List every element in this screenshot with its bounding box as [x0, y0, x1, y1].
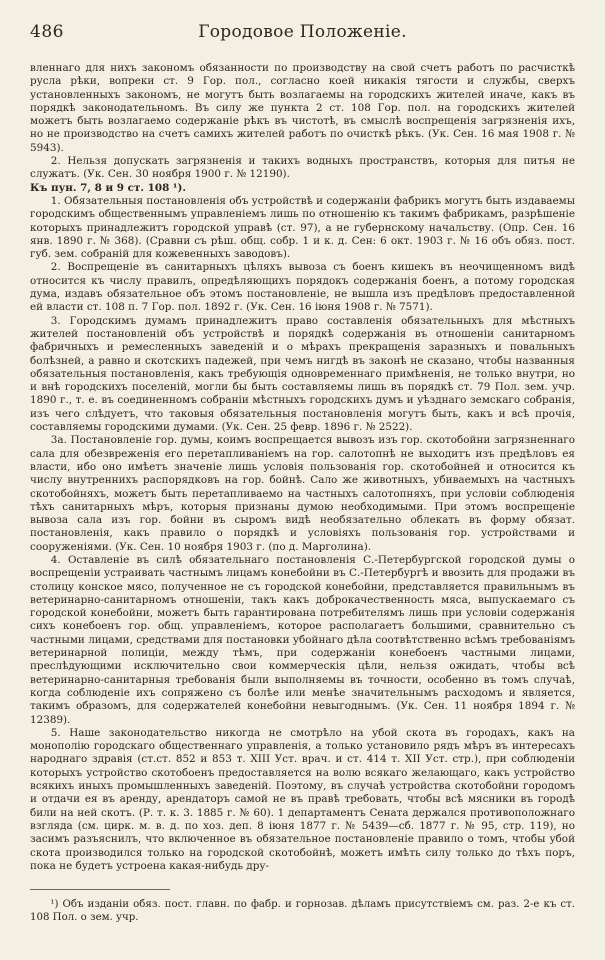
footnote [30, 898, 575, 925]
page-body [30, 62, 575, 873]
paragraph-item-3: 3. Городскимъ думамъ принадлежитъ право составленія обязательныхъ для мѣстныхъ жителей постановленій объ устройствѣ и порядкѣ содержанія въ отношеніи санитарномъ фабричныхъ и ремесленныхъ заведеній и о мѣрахъ прекращенія заразныхъ и повальныхъ болѣзней, а равно и скотскихъ падежей, при чемъ нигдѣ въ законѣ не сказано, чтобы названныя обязательныя постановленія, какъ требующія одновременнаго примѣненія, не только внутри, но и внѣ городскихъ поселеній, могли бы быть составляемы лишь въ порядкѣ ст. 79 Пол. зем. учр. 1890 г., т. е. въ соединенномъ собраніи мѣстныхъ городскихъ думъ и уѣзднаго земскаго собранія, изъ чего слѣдуетъ, что таковыя обязательныя постановленія могутъ быть, какъ и всѣ прочія, составляемы городскими думами. (Ук. Сен. 25 февр. 1896 г. № 2522). [30, 314, 575, 434]
paragraph-item-5: 5. Наше законодательство никогда не смотрѣло на убой скота въ городахъ, какъ на монополію городскаго общественнаго управленія, а только установило рядъ мѣръ въ интересахъ народнаго здравія (ст.ст. 852 и 853 т. XIII Уст. врач. и ст. 414 т. XII Уст. стр.), при соблюденіи которыхъ устройство скотобоенъ предоставляется на волю всякаго желающаго, какъ устройство всякихъ иныхъ промышленныхъ заведеній. Поэтому, въ случаѣ устройства скотобойни городомъ и отдачи ея въ аренду, арендаторъ самой не въ правѣ требовать, чтобы всѣ мясники въ городѣ били на ней скотъ. (Р. т. к. 3. 1885 г. № 60). 1 департаментъ Сената держался противоположнаго взгляда (см. цирк. м. в. д. по хоз. деп. 8 іюня 1877 г. № 5439—сб. 1877 г. № 95, стр. 119), но засимъ разъяснилъ, что включенное въ обязательное постановленіе правило о томъ, чтобы убой скота производился только на городской скотобойнѣ, можетъ имѣть силу только до тѣхъ поръ, пока не будетъ устроена какая-нибудь дру- [30, 726, 575, 872]
page-header [30, 22, 575, 52]
paragraph-item-1: 1. Обязательныя постановленія объ устройствѣ и содержаніи фабрикъ могутъ быть издаваемы городскимъ общественнымъ управленіемъ лишь по отношенію къ такимъ фабрикамъ, разрѣшеніе которыхъ принадлежитъ городской управѣ (ст. 97), а не губернскому начальству. (Опр. Сен. 16 янв. 1890 г. № 368). (Сравни съ рѣш. общ. собр. 1 и к. д. Сен: 6 окт. 1903 г. № 16 объ обяз. пост. губ. зем. собраній для кожевенныхъ заводовъ). [30, 194, 575, 261]
paragraph-continuation: вленнаго для нихъ закономъ обязанности по производству на свой счетъ работъ по расчисткѣ русла рѣки, вопреки ст. 9 Гор. пол., согласно коей никакія тягости и службы, сверхъ установленныхъ закономъ, не могутъ быть возлагаемы на городскихъ жителей иначе, какъ въ порядкѣ законодательномъ. Въ силу же пункта 2 ст. 108 Гор. пол. на городскихъ жителей можетъ быть возлагаемо содержаніе рѣкъ въ чистотѣ, въ смыслѣ воспрещенія загрязненія ихъ, но не производство на счетъ самихъ жителей работъ по очисткѣ рѣкъ. (Ук. Сен. 16 мая 1908 г. № 5943). [30, 62, 575, 154]
footnote-divider [30, 889, 170, 890]
section-subheading: Къ пун. 7, 8 и 9 ст. 108 ¹). [30, 181, 187, 194]
running-title: Городовое Положеніе. [198, 22, 407, 42]
paragraph-item-4: 4. Оставленіе въ силѣ обязательнаго постановленія С.-Петербургской городской думы о воспрещеніи устраивать частнымъ лицамъ конебойни въ С.-Петербургѣ и ввозить для продажи въ столицу конское мясо, полученное не съ городской конебойни, представляется правильнымъ въ ветеринарно-санитарномъ отношеніи, такъ какъ доброкачественность мяса, выпускаемаго съ городской конебойни, можетъ быть гарантирована потребителямъ лишь при условіи содержанія сихъ конебоенъ гор. общ. управленіемъ, которое располагаетъ большими, сравнительно съ частными лицами, средствами для постановки убойнаго дѣла соотвѣтственно всѣмъ требованіямъ ветеринарной полиціи, между тѣмъ, при содержаніи конебоенъ частными лицами, преслѣдующими исключительно свои коммерческія цѣли, нельзя ожидать, чтобы всѣ ветеринарно-санитарныя требованія были выполняемы въ точности, особенно въ томъ случаѣ, когда соблюденіе ихъ сопряжено съ болѣе или менѣе значительнымъ расходомъ и является, такимъ образомъ, для содержателей конебойни невыгоднымъ. (Ук. Сен. 11 ноября 1894 г. № 12389). [30, 553, 575, 726]
footnote-text: ¹) Объ изданіи обяз. пост. главн. по фабр. и горнозав. дѣламъ присутствіемъ см. раз. 2-е къ ст. 108 Пол. о зем. учр. [30, 899, 575, 924]
paragraph-item-3a: 3а. Постановленіе гор. думы, коимъ воспрещается вывозъ изъ гор. скотобойни загрязненнаго сала для обезвреженія его перетапливаніемъ на гор. салотопнѣ не выходитъ изъ предѣловъ ея власти, ибо оно имѣетъ значеніе лишь условія пользованія гор. скотобойней и относится къ числу внутреннихъ распорядковъ на гор. бойнѣ. Сало же животныхъ, убиваемыхъ на частныхъ скотобойняхъ, можетъ быть перетапливаемо на частныхъ салотопняхъ, при условіи соблюденія тѣхъ санитарныхъ мѣръ, которыя признаны думою необходимыми. При этомъ воспрещеніе вывоза сала изъ гор. бойни въ сыромъ видѣ необязательно облекать въ форму обязат. постановленія, какъ правило о порядкѣ и условіяхъ пользованія гор. устройствами и сооруженіями. (Ук. Сен. 10 ноября 1903 г. (по д. Марголина). [30, 434, 575, 553]
page-number: 486 [30, 22, 64, 42]
paragraph-item-2b: 2. Воспрещеніе въ санитарныхъ цѣляхъ вывоза съ боенъ кишекъ въ неочищенномъ видѣ относится къ числу правилъ, опредѣляющихъ порядокъ содержанія боенъ, а потому городская дума, издавъ обязательное объ этомъ постановленіе, не вышла изъ предѣловъ предоставленной ей власти ст. 108 п. 7 Гор. пол. 1892 г. (Ук. Сен. 16 іюня 1908 г. № 7571). [30, 261, 575, 314]
paragraph-item-2: 2. Нельзя допускать загрязненія и такихъ водныхъ пространствъ, которыя для питья не служатъ. (Ук. Сен. 30 ноября 1900 г. № 12190). [30, 155, 575, 181]
